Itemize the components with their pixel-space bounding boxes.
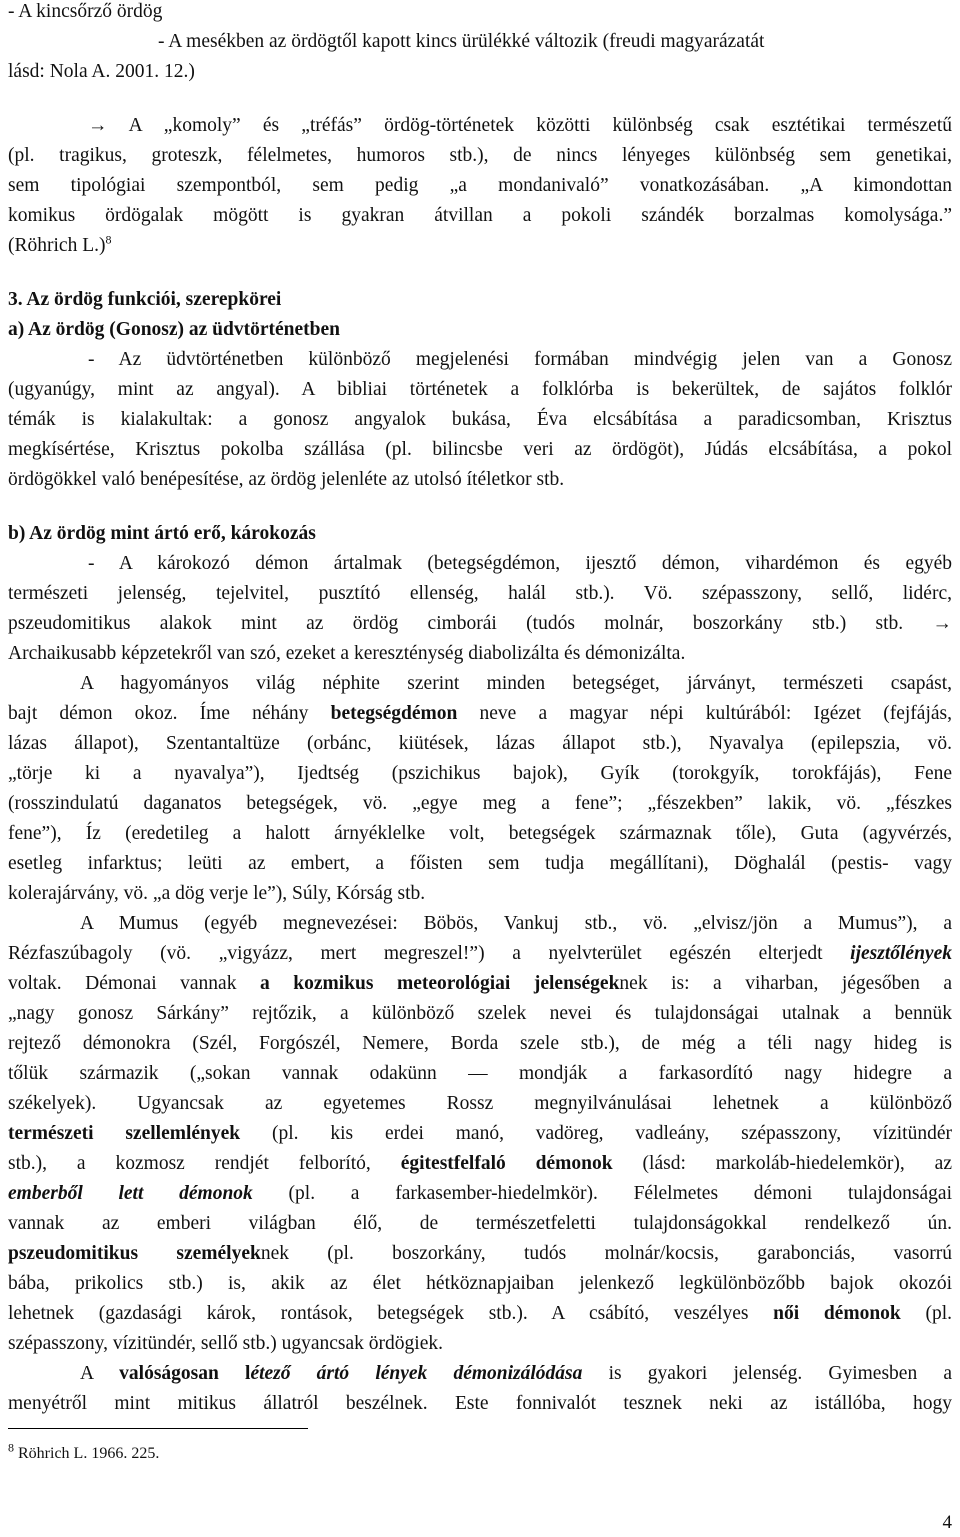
text-segment: emberből lett démonok [8,1183,253,1204]
text-line [80,1362,952,1386]
text-segment: neve a magyar népi kultúrából: Igézet (fejfájás, [457,703,952,724]
text-line [8,732,952,756]
text-segment: megkísértése, Krisztus pokolba szállása (pl. bilincsbe veri az ördögöt), Júdás elcsábítása, a pokol [8,439,952,460]
text-segment: rejtező démonokra (Szél, Forgószél, Nemere, Borda szele stb.), de még a téli nagy hideg is [8,1033,952,1054]
text-segment: vannak az emberi világban élő, de természetfeletti tulajdonságokkal rendelkező ún. [8,1213,952,1234]
text-segment: tőlük származik („sokan vannak odakünn — mondják a farkasordító nagy hidegre a [8,1063,952,1084]
text-line [8,1392,952,1416]
text-line [8,1302,952,1326]
text-line [8,1092,952,1116]
text-line [88,114,952,138]
text-segment: 8 [105,232,112,247]
text-segment: női démonok [773,1303,901,1324]
text-segment: székelyek). Ugyancsak az egyetemes Rossz megnyilvánulásai lehetnek a különböző [8,1093,952,1114]
text-segment: betegségdémon [330,703,458,724]
text-line [88,348,952,372]
text-line [8,0,952,24]
text-segment: ördögökkel való benépesítése, az ördög jelenléte az utolsó ítéletkor stb. [8,469,565,490]
text-segment: égitestfelfaló démonok [400,1153,613,1174]
text-line [158,30,952,54]
text-line [8,1002,952,1026]
text-line [8,288,952,312]
text-segment: menyétről mint mitikus állatról beszélnek. Este fonnivalót tesznek neki az istállóba, hogy [8,1393,952,1414]
text-segment: valóságosan l [119,1363,251,1384]
text-line [8,582,952,606]
text-segment: lásd: Nola A. 2001. 12.) [8,61,195,82]
text-segment: természeti szellemlények [8,1123,241,1144]
text-line [8,234,952,258]
text-line [8,1242,952,1266]
text-line [8,702,952,726]
text-segment: pszeudomitikus alakok mint az ördög cimborái (tudós molnár, boszorkány stb.) stb. → [8,613,952,634]
text-segment: bába, prikolics stb.) is, akik az élet hétköznapjaiban jelenkező legkülönbözőbb bajok okozói [8,1273,952,1294]
text-segment: (lásd: markoláb-hiedelemkör), az [612,1153,952,1174]
text-line [8,642,952,666]
text-segment: voltak. Démonai vannak [8,973,260,994]
page-number: 4 [942,1512,952,1533]
text-segment: szépasszony, vízitündér, sellő stb.) ugyancsak ördögiek. [8,1333,443,1354]
text-segment: - A kincsőrző ördög [8,1,163,22]
text-line [8,1152,952,1176]
text-line [8,762,952,786]
text-line [8,408,952,432]
text-segment: - A károkozó démon ártalmak (betegségdémon, ijesztő démon, vihardémon és egyéb [88,553,952,574]
footnote [8,1440,160,1465]
text-segment: is gyakori jelenség. Gyimesben a [582,1363,953,1384]
text-line [8,1122,952,1146]
text-segment: lázas állapot), Szentantaltüze (orbánc, kiütések, lázas állapot stb.), Nyavalya (epilepszia, vö. [8,733,952,754]
text-segment: (pl. a farkasember-hiedelmkör). Félelmetes démoni tulajdonságai [252,1183,952,1204]
text-segment: (pl. [900,1303,952,1324]
footnote-divider [8,1428,308,1429]
text-segment: étező ártó lények démonizálódása [250,1363,583,1384]
text-line [8,318,952,342]
text-line [8,522,952,546]
text-segment: Rézfaszúbagoly (vö. „vigyázz, mert megreszel!”) a nyelvterület egészén elterjedt [8,943,851,964]
text-segment: Archaikusabb képzetekről van szó, ezeket a kereszténység diabolizálta és démonizálta. [8,643,686,664]
text-line [8,972,952,996]
text-segment: kolerajárvány, vö. „a dög verje le”), Súly, Kórság stb. [8,883,426,904]
text-segment: (Röhrich L.) [8,235,106,256]
text-line [8,60,952,84]
text-segment: lehetnek (gazdasági károk, rontások, betegségek stb.). A csábító, veszélyes [8,1303,774,1324]
text-segment: → A „komoly” és „tréfás” ördög-történetek közötti különbség csak esztétikai természetű [88,115,952,136]
text-segment: stb.), a kozmosz rendjét felborító, [8,1153,401,1174]
text-segment: sem tipológiai szempontból, sem pedig „a mondanivaló” vonatkozásában. „A kimondottan [8,175,952,196]
text-line [88,552,952,576]
text-segment: fene”), Íz (eredetileg a halott árnyéklelke volt, betegségek származnak tőle), Guta (agyvérzés, [8,823,952,844]
text-line [8,204,952,228]
text-line [80,672,952,696]
text-line [8,942,952,966]
text-line [8,144,952,168]
text-segment: (rosszindulatú daganatos betegségek, vö. „egye meg a fene”; „fészekben” lakik, vö. „fészkes [8,793,952,814]
text-segment: (ugyanúgy, mint az angyal). A bibliai történetek a folklórba is bekerültek, de sajátos folklór [8,379,952,400]
text-segment: a kozmikus meteorológiai jelenségek [259,973,620,994]
text-segment: (pl. tragikus, groteszk, félelmetes, humoros stb.), de nincs lényeges különbség sem genetikai, [8,145,952,166]
text-segment: (pl. kis erdei manó, vadöreg, vadleány, szépasszony, vízitündér [240,1123,952,1144]
text-segment: 3. Az ördög funkciói, szerepkörei [8,289,282,310]
text-line [8,378,952,402]
text-segment: A hagyományos világ néphite szerint minden betegséget, járványt, természeti csapást, [80,673,952,694]
footnote-number: 8 [8,1440,14,1455]
text-line [8,612,952,636]
text-segment: ijesztőlények [850,943,952,964]
text-line [80,912,952,936]
text-segment: komikus ördögalak mögött is gyakran átvillan a pokoli szándék borzalmas komolysága.” [8,205,952,226]
text-segment: természeti jelenség, tejelvitel, pusztító ellenség, halál stb.). Vö. szépasszony, sellő, lidérc, [8,583,952,604]
text-line [8,822,952,846]
text-line [8,852,952,876]
text-line [8,1212,952,1236]
text-line [8,882,952,906]
text-segment: a) Az ördög (Gonosz) az üdvtörténetben [8,319,341,340]
text-segment: - A mesékben az ördögtől kapott kincs ürülékké változik (freudi magyarázatát [158,31,765,52]
text-segment: „törje ki a nyavalya”), Ijedtség (pszichikus bajok), Gyík (torokgyík, torokfájás), Fene [8,763,952,784]
text-line [8,792,952,816]
text-line [8,1272,952,1296]
text-line [8,438,952,462]
text-segment: „nagy gonosz Sárkány” rejtőzik, a különböző szelek nevei és tulajdonságai utalnak a bennük [8,1003,952,1024]
text-segment: témák is kialakultak: a gonosz angyalok bukása, Éva elcsábítása a paradicsomban, Krisztus [8,409,952,430]
text-segment: nek is: a viharban, jégesőben a [619,973,952,994]
text-line [8,1062,952,1086]
text-segment: pszeudomitikus személyek [8,1243,261,1264]
text-segment: nek (pl. boszorkány, tudós molnár/kocsis, garabonciás, vasorrú [260,1243,952,1264]
text-segment: - Az üdvtörténetben különböző megjelenési formában mindvégig jelen van a Gonosz [88,349,952,370]
text-line [8,1182,952,1206]
text-segment: A [80,1363,120,1384]
footnote-text: Röhrich L. 1966. 225. [14,1445,160,1462]
text-line [8,174,952,198]
text-segment: A Mumus (egyéb megnevezései: Böbös, Vankuj stb., vö. „elvisz/jön a Mumus”), a [80,913,952,934]
text-line [8,1032,952,1056]
text-segment: bajt démon okoz. Íme néhány [8,703,331,724]
text-line [8,1332,952,1356]
text-segment: esetleg infarktus; leüti az embert, a főisten sem tudja megállítani), Döghalál (pestis- vagy [8,853,952,874]
text-line [8,468,952,492]
text-segment: b) Az ördög mint ártó erő, károkozás [8,523,316,544]
